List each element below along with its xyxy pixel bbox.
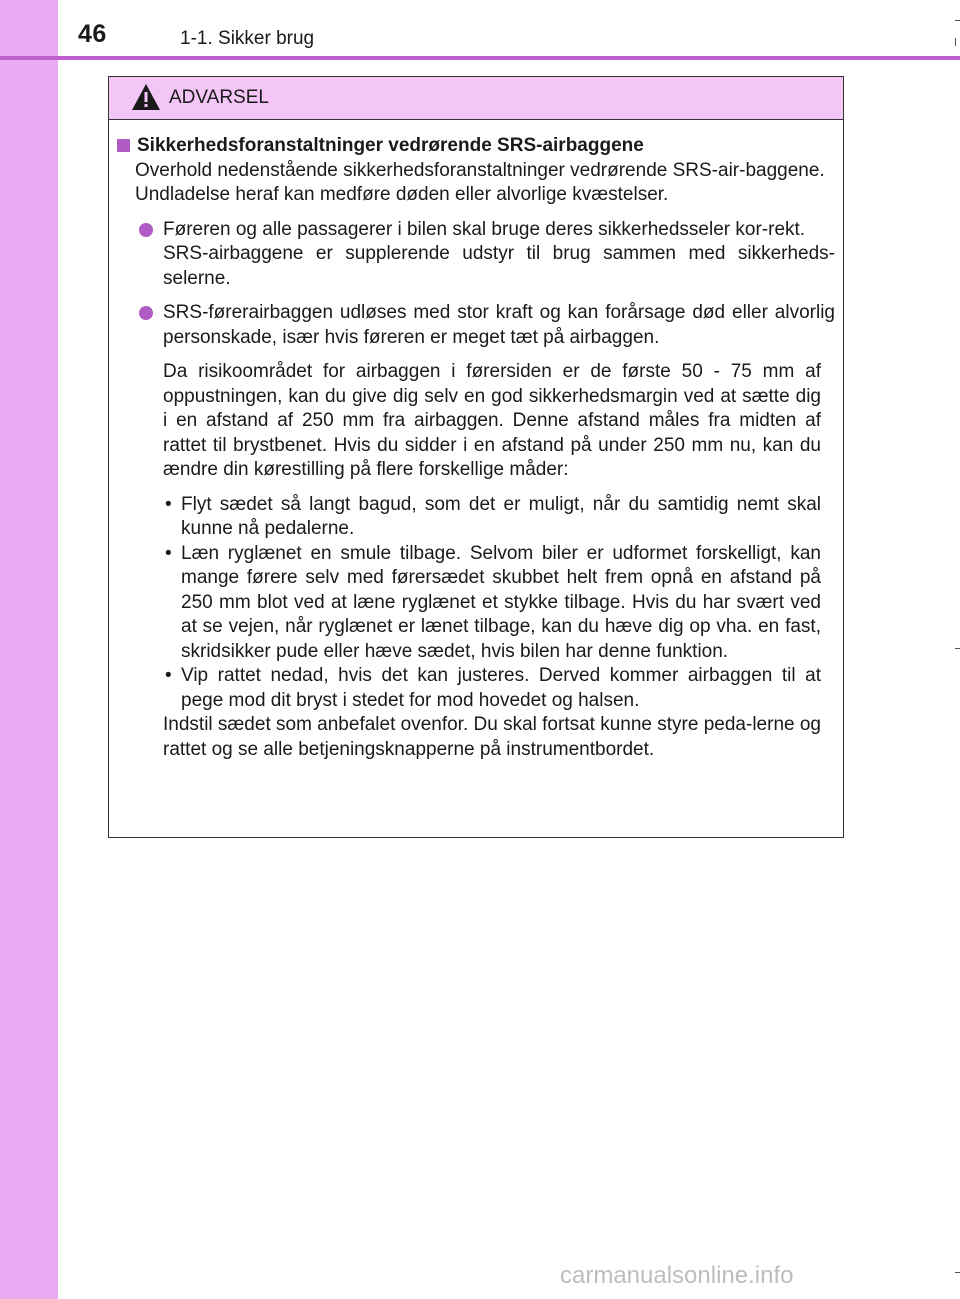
bullet-item-driver-airbag bbox=[135, 301, 835, 350]
bullet-dot-icon: • bbox=[165, 542, 172, 564]
round-bullet-icon bbox=[139, 306, 153, 320]
round-bullet-icon bbox=[139, 223, 153, 237]
list-item bbox=[163, 664, 821, 713]
side-color-band bbox=[0, 0, 58, 1299]
warning-heading bbox=[117, 134, 835, 159]
warning-heading-text: Sikkerhedsforanstaltninger vedrørende SRS-airbaggene bbox=[137, 135, 644, 156]
bullet-dot-icon: • bbox=[165, 665, 172, 686]
crop-mark bbox=[955, 20, 960, 21]
bullet-1-text-b: SRS-airbaggene er supplerende udstyr til brug sammen med sikkerheds-selerne. bbox=[163, 243, 835, 289]
list-item-text: Læn ryglænet en smule tilbage. Selvom biler er udformet forskelligt, kan mange førere selv med førersædet skubbet helt frem opnå en afstand på 250 mm blot ved at læne ryglænet et stykke tilbage. Hvis du har svært ved at se vejen, når ryglænet er lænet tilbage, kan du hæve dig op vha. en fast, skridsikker pude eller hæve sædet, hvis bilen har denne funktion. bbox=[181, 542, 821, 662]
list-item-text: Vip rattet nedad, hvis det kan justeres. Derved kommer airbaggen til at pege mod dit bryst i stedet for mod hovedet og halsen. bbox=[181, 665, 821, 711]
bullet-dot-icon: • bbox=[165, 493, 172, 515]
warning-label: ADVARSEL bbox=[169, 87, 269, 108]
crop-mark bbox=[955, 38, 956, 46]
warning-body bbox=[109, 120, 843, 762]
crop-mark bbox=[955, 648, 960, 649]
warning-box bbox=[108, 76, 844, 838]
list-item-text: Flyt sædet så langt bagud, som det er muligt, når du samtidig nemt skal kunne nå pedalerne. bbox=[181, 493, 821, 539]
header-rule bbox=[0, 56, 960, 60]
warning-triangle-icon bbox=[131, 83, 161, 111]
watermark: carmanualsonline.info bbox=[560, 1262, 794, 1289]
page-number: 46 bbox=[78, 20, 107, 48]
list-item bbox=[163, 493, 821, 542]
crop-mark bbox=[955, 1272, 960, 1273]
closing-paragraph: Indstil sædet som anbefalet ovenfor. Du skal fortsat kunne styre peda-lerne og rattet og se alle betjeningsknapperne på instrumentbordet. bbox=[163, 714, 821, 760]
bullet-item-seatbelts bbox=[135, 218, 835, 292]
sub-item-list bbox=[163, 493, 821, 714]
bullet-1-text-a: Føreren og alle passagerer i bilen skal bruge deres sikkerhedsseler kor-rekt. bbox=[163, 218, 806, 240]
list-item bbox=[163, 542, 821, 665]
intro-text-2: Undladelse heraf kan medføre døden eller alvorlige kvæstelser. bbox=[135, 184, 669, 205]
bullet-2-text: SRS-førerairbaggen udløses med stor kraft og kan forårsage død eller alvorlig personskade, især hvis føreren er meget tæt på airbaggen. bbox=[163, 302, 835, 348]
section-title: 1-1. Sikker brug bbox=[180, 28, 315, 49]
intro-paragraph bbox=[135, 159, 835, 208]
warning-header bbox=[109, 77, 843, 120]
square-bullet-icon bbox=[117, 139, 130, 152]
intro-text-1: Overhold nedenstående sikkerhedsforanstaltninger vedrørende SRS-air-baggene. bbox=[135, 159, 825, 181]
risk-paragraph: Da risikoområdet for airbaggen i førersiden er de første 50 - 75 mm af oppustningen, kan du give dig selv en god sikkerhedsmargin ved at sætte dig i en afstand af 250 mm fra airbaggen. Denne afstand måles fra midten af rattet til brystbenet. Hvis du sidder i en afstand på under 250 mm nu, kan du ændre din kørestilling på flere forskellige måder: bbox=[163, 361, 821, 480]
